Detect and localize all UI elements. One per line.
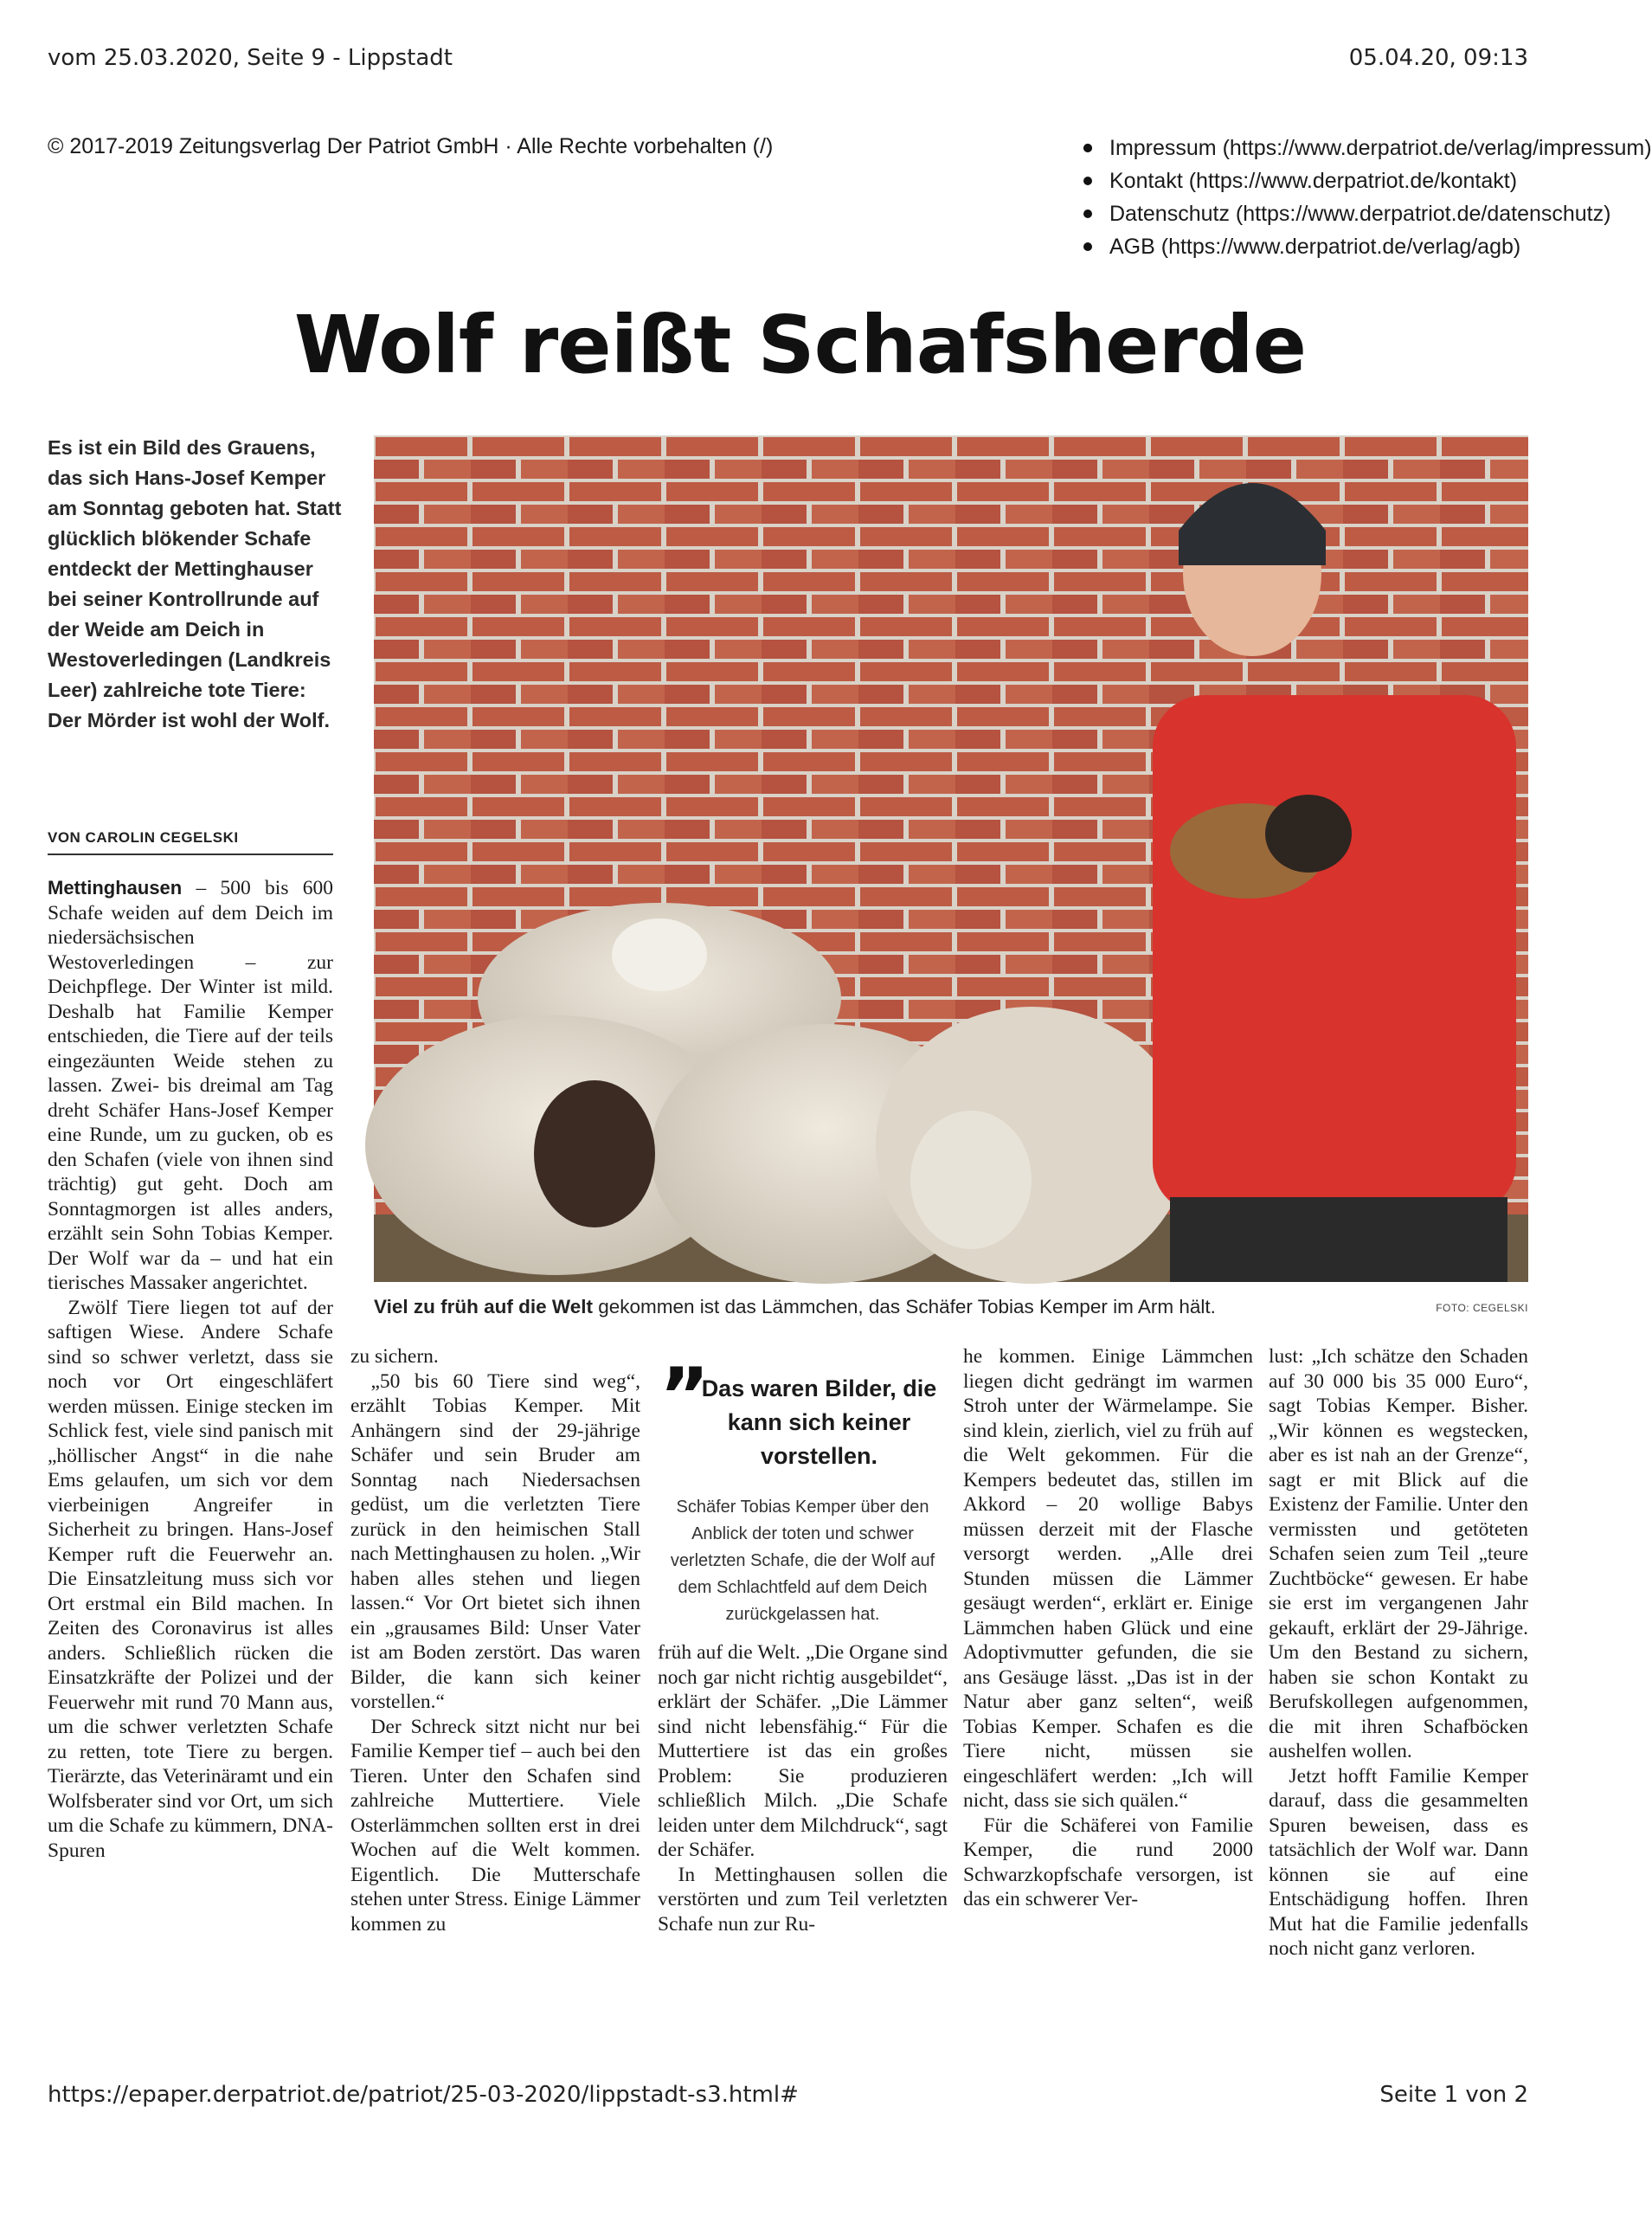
paragraph: In Mettinghausen sollen die verstörten und zum Teil verletzten Schafe nun zur Ru- [658, 1863, 948, 1936]
print-header-date: vom 25.03.2020, Seite 9 - Lippstadt [48, 45, 453, 71]
paragraph: lust: „Ich schätze den Schaden auf 30 000 bis 35 000 Euro“, sagt Tobias Kemper. Bisher. „Wir können es wegstecken, aber es ist nah an der Grenze“, sagt er mit Blick auf die Existenz der Familie. Unter den vermissten und getöteten Schafen seien zum Teil „teure Zuchtböcke“ gewesen. Er habe sie erst im vergangenen Jahr gekauft, erklärt der 29-Jährige. Um den Bestand zu sichern, haben sie schon Kontakt zu Berufskollegen aufgenommen, die mit ihren Schafböcken aushelfen wollen. [1269, 1345, 1528, 1762]
quote-source: Schäfer Tobias Kemper über den Anblick der toten und schwer verletzten Schafe, die der Wolf auf dem Schlachtfeld auf dem Deich zurückgelassen hat. [670, 1498, 935, 1624]
link-datenschutz[interactable]: Datenschutz (https://www.derpatriot.de/datenschutz) [1080, 197, 1528, 230]
article-column-3 [658, 1640, 948, 1995]
paragraph: Zwölf Tiere liegen tot auf der saftigen Wiese. Andere Schafe sind so schwer verletzt, dass sie noch vor Ort eingeschläfert werden müssen. Einige stecken im Schlick fest, viele sind panisch mit „höllischer Angst“ in die nahe Ems gelaufen, um sich vor dem vierbeinigen Angreifer in Sicherheit zu bringen. Hans-Josef Kemper ruft die Feuerwehr an. Die Einsatzleitung muss sich vor Ort erstmal ein Bild machen. In Zeiten des Coronavirus ist alles anders. Schließlich rücken die Einsatzkräfte der Polizei und der Feuerwehr mit rund 70 Mann aus, um die schwer verletzten Schafe zu retten, tote Tiere zu bergen. Tierärzte, das Veterinäramt und ein Wolfsberater sind vor Ort, um sich um die Schafe zu kümmern, DNA-Spuren [48, 1296, 333, 1862]
pull-quote [658, 1351, 948, 1628]
paragraph: he kommen. Einige Lämmchen liegen dicht gedrängt im warmen Stroh unter der Wärmelampe. Sie sind klein, zierlich, viel zu früh auf die Welt gekommen. Für die Kempers bedeutet das, stillen im Akkord – 20 wollige Babys müssen derzeit mit der Flasche versorgt werden. „Alle drei Stunden müssen die Lämmer gesäugt werden“, erklärt er. Einige Lämmchen haben Glück und eine Adoptivmutter gefunden, die sie ans Gesäuge lässt. „Das ist in der Natur aber ganz selten“, weiß Tobias Kemper. Schafen es die Tiere nicht, müssen sie eingeschläfert werden: „Ich will nicht, dass sie sich quälen.“ [963, 1345, 1253, 1812]
caption-text: gekommen ist das Lämmchen, das Schäfer Tobias Kemper im Arm hält. [592, 1296, 1216, 1317]
article-headline [0, 299, 1565, 391]
photo-credit: FOTO: CEGELSKI [1436, 1302, 1528, 1314]
link-agb[interactable]: AGB (https://www.derpatriot.de/verlag/agb) [1080, 230, 1528, 263]
paragraph [48, 876, 333, 1296]
caption-bold: Viel zu früh auf die Welt [374, 1296, 593, 1317]
photo-caption [374, 1296, 1528, 1318]
paragraph: „50 bis 60 Tiere sind weg“, erzählt Tobias Kemper. Mit Anhängern sind der 29-jährige Schäfer und sein Bruder am Sonntag nach Niedersachsen gedüst, um die verletzten Tiere zurück in den heimischen Stall nach Mettinghausen zu holen. „Wir haben alles stehen und liegen lassen.“ Vor Ort bietet sich ihnen ein „grausames Bild: Unser Vater ist am Boden zerstört. Das waren Bilder, die kann sich keiner vorstellen.“ [350, 1369, 640, 1713]
headline-text: Wolf reißt Schafsherde [293, 299, 1307, 391]
print-header-timestamp: 05.04.20, 09:13 [1348, 45, 1528, 71]
photo-illustration [374, 435, 1528, 1282]
paragraph-text: – 500 bis 600 Schafe weiden auf dem Deich im niedersächsischen Westoverledingen – zur Deichpflege. Der Winter ist mild. Deshalb hat Familie Kemper entschieden, die Tiere auf der teils eingezäunten Weide stehen zu lassen. Zwei- bis dreimal am Tag dreht Schäfer Hans-Josef Kemper eine Runde, um zu gucken, ob es den Schafen (viele von ihnen sind trächtig) gut geht. Doch am Sonntagmorgen ist alles anders, erzählt sein Sohn Tobias Kemper. Der Wolf war da – und hat ein tierisches Massaker angerichtet. [48, 877, 333, 1294]
article-column-5 [1269, 1344, 1528, 1994]
link-impressum[interactable]: Impressum (https://www.derpatriot.de/verlag/impressum) [1080, 132, 1528, 164]
article-lead: Es ist ein Bild des Grauens, das sich Hans-Josef Kemper am Sonntag geboten hat. Statt glücklich blökender Schafe entdeckt der Mettinghauser bei seiner Kontrollrunde auf der Weide am Deich in Westoverledingen (Landkreis Leer) zahlreiche tote Tiere: Der Mörder ist wohl der Wolf. [48, 436, 342, 731]
paragraph: Jetzt hofft Familie Kemper darauf, dass die gesammelten Spuren beweisen, dass es tatsächlich der Wolf war. Dann können sie auf eine Entschädigung hoffen. Ihren Mut hat die Familie jedenfalls noch nicht ganz verloren. [1269, 1764, 1528, 1960]
paragraph: zu sichern. [350, 1345, 439, 1368]
article-byline: VON CAROLIN CEGELSKI [48, 829, 333, 855]
paragraph: Für die Schäferei von Familie Kemper, die rund 2000 Schwarzkopfschafe versorgen, ist das ein schwerer Ver- [963, 1813, 1253, 1910]
article-column-1 [48, 876, 333, 1993]
article-photo [374, 435, 1528, 1282]
dateline: Mettinghausen [48, 877, 183, 899]
quote-text: Das waren Bilder, die kann sich keiner vorstellen. [701, 1375, 937, 1469]
print-footer-url: https://epaper.derpatriot.de/patriot/25-03-2020/lippstadt-s3.html# [48, 2082, 799, 2108]
print-footer-page-number: Seite 1 von 2 [1379, 2082, 1528, 2108]
quote-mark: ” [659, 1351, 710, 1440]
footer-links-list [1080, 132, 1652, 263]
paragraph: Der Schreck sitzt nicht nur bei Familie Kemper tief – auch bei den Tieren. Unter den Schafen sind zahlreiche Muttertiere. Viele Osterlämmchen sollten erst in drei Wochen auf die Welt kommen. Eigentlich. Die Mutterschafe stehen unter Stress. Einige Lämmer kommen zu [350, 1715, 640, 1936]
link-kontakt[interactable]: Kontakt (https://www.derpatriot.de/kontakt) [1080, 164, 1528, 197]
article-column-4 [963, 1344, 1253, 1994]
article-column-2 [350, 1344, 640, 1994]
copyright-notice: © 2017-2019 Zeitungsverlag Der Patriot GmbH · Alle Rechte vorbehalten (/) [48, 134, 774, 158]
paragraph: früh auf die Welt. „Die Organe sind noch gar nicht richtig ausgebildet“, erklärt der Schäfer. „Die Lämmer sind nicht lebensfähig.“ Für die Muttertiere ist das ein großes Problem: Sie produzieren schließlich Milch. „Die Schafe leiden unter dem Milchdruck“, sagt der Schäfer. [658, 1641, 948, 1861]
